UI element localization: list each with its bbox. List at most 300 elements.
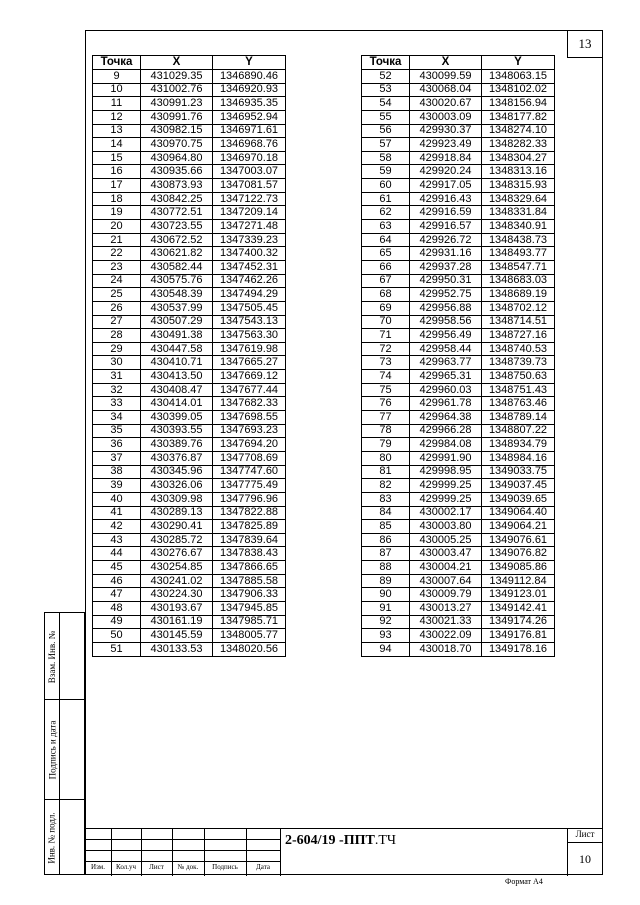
- x-coordinate-cell: 430002.17: [410, 506, 482, 520]
- y-coordinate-cell: 1349064.40: [482, 506, 555, 520]
- point-number-cell: 77: [362, 411, 410, 425]
- y-coordinate-cell: 1348984.16: [482, 451, 555, 465]
- x-coordinate-cell: 430254.85: [141, 561, 213, 575]
- table-row: [362, 206, 555, 220]
- table-header-row: [93, 56, 286, 70]
- point-number-cell: 74: [362, 370, 410, 384]
- x-coordinate-cell: 429937.28: [410, 260, 482, 274]
- x-coordinate-cell: 429961.78: [410, 397, 482, 411]
- table-row: [362, 465, 555, 479]
- table-row: [362, 451, 555, 465]
- side-cell-inv-orig: [44, 800, 85, 875]
- table-row: [93, 547, 286, 561]
- y-coordinate-cell: 1347694.20: [213, 438, 286, 452]
- x-coordinate-cell: 429991.90: [410, 451, 482, 465]
- x-coordinate-cell: 430003.47: [410, 547, 482, 561]
- point-number-cell: 82: [362, 479, 410, 493]
- x-coordinate-cell: 430964.80: [141, 151, 213, 165]
- y-coordinate-cell: 1348714.51: [482, 315, 555, 329]
- header-x: X: [410, 56, 482, 70]
- y-coordinate-cell: 1348282.33: [482, 138, 555, 152]
- side-label-replace-inv: Взам. Инв. №: [47, 630, 57, 684]
- header-izm: Изм.: [91, 863, 105, 871]
- point-number-cell: 60: [362, 179, 410, 193]
- document-code: [285, 833, 396, 849]
- x-coordinate-cell: 430021.33: [410, 615, 482, 629]
- y-coordinate-cell: 1347400.32: [213, 247, 286, 261]
- point-number-cell: 64: [362, 233, 410, 247]
- table-row: [93, 438, 286, 452]
- table-row: [93, 151, 286, 165]
- x-coordinate-cell: 429966.28: [410, 424, 482, 438]
- point-number-cell: 39: [93, 479, 141, 493]
- y-coordinate-cell: 1347619.98: [213, 342, 286, 356]
- y-coordinate-cell: 1348102.02: [482, 83, 555, 97]
- x-coordinate-cell: 429931.16: [410, 247, 482, 261]
- x-coordinate-cell: 431002.76: [141, 83, 213, 97]
- y-coordinate-cell: 1346952.94: [213, 110, 286, 124]
- point-number-cell: 12: [93, 110, 141, 124]
- y-coordinate-cell: 1349176.81: [482, 629, 555, 643]
- table-row: [93, 615, 286, 629]
- y-coordinate-cell: 1348438.73: [482, 233, 555, 247]
- table-row: [93, 520, 286, 534]
- point-number-cell: 49: [93, 615, 141, 629]
- header-data: Дата: [256, 863, 270, 871]
- table-row: [362, 356, 555, 370]
- x-coordinate-cell: 430582.44: [141, 260, 213, 274]
- x-coordinate-cell: 430723.55: [141, 220, 213, 234]
- y-coordinate-cell: 1349076.61: [482, 533, 555, 547]
- table-row: [362, 547, 555, 561]
- document-code-tail: .ТЧ: [374, 833, 396, 848]
- y-coordinate-cell: 1346935.35: [213, 97, 286, 111]
- table-row: [93, 192, 286, 206]
- x-coordinate-cell: 429956.49: [410, 329, 482, 343]
- point-number-cell: 59: [362, 165, 410, 179]
- x-coordinate-cell: 430389.76: [141, 438, 213, 452]
- table-row: [93, 629, 286, 643]
- table-row: [362, 247, 555, 261]
- table-row: [93, 492, 286, 506]
- point-number-cell: 70: [362, 315, 410, 329]
- header-point: Точка: [362, 56, 410, 70]
- y-coordinate-cell: 1347885.58: [213, 574, 286, 588]
- side-label-sign-date: Подпись и дата: [47, 720, 57, 780]
- table-row: [93, 70, 286, 84]
- point-number-cell: 35: [93, 424, 141, 438]
- point-number-cell: 18: [93, 192, 141, 206]
- table-row: [362, 329, 555, 343]
- x-coordinate-cell: 430068.04: [410, 83, 482, 97]
- table-row: [93, 411, 286, 425]
- y-coordinate-cell: 1348547.71: [482, 260, 555, 274]
- table-row: [362, 124, 555, 138]
- table-row: [93, 574, 286, 588]
- x-coordinate-cell: 430672.52: [141, 233, 213, 247]
- y-coordinate-cell: 1346968.76: [213, 138, 286, 152]
- y-coordinate-cell: 1348740.53: [482, 342, 555, 356]
- point-number-cell: 84: [362, 506, 410, 520]
- y-coordinate-cell: 1348702.12: [482, 301, 555, 315]
- table-row: [93, 110, 286, 124]
- x-coordinate-cell: 430013.27: [410, 601, 482, 615]
- y-coordinate-cell: 1348331.84: [482, 206, 555, 220]
- x-coordinate-cell: 429950.31: [410, 274, 482, 288]
- y-coordinate-cell: 1348020.56: [213, 642, 286, 656]
- table-row: [93, 383, 286, 397]
- table-row: [362, 479, 555, 493]
- table-row: [362, 383, 555, 397]
- table-row: [93, 206, 286, 220]
- y-coordinate-cell: 1348727.16: [482, 329, 555, 343]
- point-number-cell: 10: [93, 83, 141, 97]
- y-coordinate-cell: 1349142.41: [482, 601, 555, 615]
- point-number-cell: 91: [362, 601, 410, 615]
- y-coordinate-cell: 1347945.85: [213, 601, 286, 615]
- point-number-cell: 13: [93, 124, 141, 138]
- table-row: [362, 601, 555, 615]
- point-number-cell: 67: [362, 274, 410, 288]
- y-coordinate-cell: 1348739.73: [482, 356, 555, 370]
- y-coordinate-cell: 1347081.57: [213, 179, 286, 193]
- x-coordinate-cell: 430982.15: [141, 124, 213, 138]
- y-coordinate-cell: 1347839.64: [213, 533, 286, 547]
- x-coordinate-cell: 430290.41: [141, 520, 213, 534]
- y-coordinate-cell: 1349037.45: [482, 479, 555, 493]
- table-header-row: [362, 56, 555, 70]
- table-row: [93, 642, 286, 656]
- table-row: [362, 138, 555, 152]
- table-row: [93, 301, 286, 315]
- table-row: [93, 288, 286, 302]
- point-number-cell: 76: [362, 397, 410, 411]
- point-number-cell: 80: [362, 451, 410, 465]
- point-number-cell: 16: [93, 165, 141, 179]
- header-y: Y: [482, 56, 555, 70]
- table-row: [362, 70, 555, 84]
- table-row: [93, 97, 286, 111]
- table-row: [362, 301, 555, 315]
- x-coordinate-cell: 430991.23: [141, 97, 213, 111]
- y-coordinate-cell: 1348005.77: [213, 629, 286, 643]
- y-coordinate-cell: 1348789.14: [482, 411, 555, 425]
- x-coordinate-cell: 430018.70: [410, 642, 482, 656]
- table-row: [93, 138, 286, 152]
- x-coordinate-cell: 429917.05: [410, 179, 482, 193]
- x-coordinate-cell: 430309.98: [141, 492, 213, 506]
- table-row: [362, 260, 555, 274]
- table-row: [93, 329, 286, 343]
- point-number-cell: 14: [93, 138, 141, 152]
- point-number-cell: 94: [362, 642, 410, 656]
- point-number-cell: 30: [93, 356, 141, 370]
- table-row: [362, 151, 555, 165]
- y-coordinate-cell: 1348156.94: [482, 97, 555, 111]
- y-coordinate-cell: 1347822.88: [213, 506, 286, 520]
- point-number-cell: 27: [93, 315, 141, 329]
- y-coordinate-cell: 1347271.48: [213, 220, 286, 234]
- y-coordinate-cell: 1349039.65: [482, 492, 555, 506]
- y-coordinate-cell: 1347122.73: [213, 192, 286, 206]
- x-coordinate-cell: 430289.13: [141, 506, 213, 520]
- point-number-cell: 9: [93, 70, 141, 84]
- x-coordinate-cell: 429918.84: [410, 151, 482, 165]
- y-coordinate-cell: 1347543.13: [213, 315, 286, 329]
- point-number-cell: 38: [93, 465, 141, 479]
- point-number-cell: 32: [93, 383, 141, 397]
- table-row: [362, 397, 555, 411]
- x-coordinate-cell: 430548.39: [141, 288, 213, 302]
- x-coordinate-cell: 430575.76: [141, 274, 213, 288]
- table-row: [93, 179, 286, 193]
- x-coordinate-cell: 430007.64: [410, 574, 482, 588]
- x-coordinate-cell: 430376.87: [141, 451, 213, 465]
- y-coordinate-cell: 1348177.82: [482, 110, 555, 124]
- point-number-cell: 87: [362, 547, 410, 561]
- y-coordinate-cell: 1347985.71: [213, 615, 286, 629]
- x-coordinate-cell: 429998.95: [410, 465, 482, 479]
- point-number-cell: 73: [362, 356, 410, 370]
- point-number-cell: 43: [93, 533, 141, 547]
- point-number-cell: 89: [362, 574, 410, 588]
- point-number-cell: 90: [362, 588, 410, 602]
- x-coordinate-cell: 429916.43: [410, 192, 482, 206]
- point-number-cell: 22: [93, 247, 141, 261]
- x-coordinate-cell: 430414.01: [141, 397, 213, 411]
- table-row: [362, 165, 555, 179]
- point-number-cell: 86: [362, 533, 410, 547]
- header-point: Точка: [93, 56, 141, 70]
- x-coordinate-cell: 430873.93: [141, 179, 213, 193]
- table-row: [362, 315, 555, 329]
- x-coordinate-cell: 430285.72: [141, 533, 213, 547]
- point-number-cell: 41: [93, 506, 141, 520]
- point-number-cell: 29: [93, 342, 141, 356]
- point-number-cell: 75: [362, 383, 410, 397]
- table-row: [93, 260, 286, 274]
- side-label-inv-orig: Инв. № подл.: [47, 811, 57, 864]
- y-coordinate-cell: 1348313.16: [482, 165, 555, 179]
- y-coordinate-cell: 1347462.26: [213, 274, 286, 288]
- y-coordinate-cell: 1347669.12: [213, 370, 286, 384]
- table-row: [93, 165, 286, 179]
- y-coordinate-cell: 1347209.14: [213, 206, 286, 220]
- point-number-cell: 33: [93, 397, 141, 411]
- y-coordinate-cell: 1347838.43: [213, 547, 286, 561]
- table-row: [93, 370, 286, 384]
- y-coordinate-cell: 1349033.75: [482, 465, 555, 479]
- point-number-cell: 36: [93, 438, 141, 452]
- side-cell-replace-inv: [44, 612, 85, 700]
- table-row: [362, 411, 555, 425]
- y-coordinate-cell: 1347796.96: [213, 492, 286, 506]
- x-coordinate-cell: 429916.59: [410, 206, 482, 220]
- point-number-cell: 23: [93, 260, 141, 274]
- y-coordinate-cell: 1346920.93: [213, 83, 286, 97]
- y-coordinate-cell: 1348934.79: [482, 438, 555, 452]
- x-coordinate-cell: 430970.75: [141, 138, 213, 152]
- y-coordinate-cell: 1348751.43: [482, 383, 555, 397]
- table-row: [362, 97, 555, 111]
- table-row: [93, 533, 286, 547]
- point-number-cell: 69: [362, 301, 410, 315]
- table-row: [93, 220, 286, 234]
- y-coordinate-cell: 1348807.22: [482, 424, 555, 438]
- table-row: [362, 629, 555, 643]
- point-number-cell: 83: [362, 492, 410, 506]
- x-coordinate-cell: 429964.38: [410, 411, 482, 425]
- point-number-cell: 24: [93, 274, 141, 288]
- x-coordinate-cell: 430935.66: [141, 165, 213, 179]
- point-number-cell: 66: [362, 260, 410, 274]
- x-coordinate-cell: 430491.38: [141, 329, 213, 343]
- x-coordinate-cell: 430345.96: [141, 465, 213, 479]
- x-coordinate-cell: 430537.99: [141, 301, 213, 315]
- x-coordinate-cell: 430003.09: [410, 110, 482, 124]
- point-number-cell: 17: [93, 179, 141, 193]
- header-list: Лист: [149, 863, 164, 871]
- table-row: [93, 424, 286, 438]
- x-coordinate-cell: 430020.67: [410, 97, 482, 111]
- point-number-cell: 92: [362, 615, 410, 629]
- point-number-cell: 63: [362, 220, 410, 234]
- y-coordinate-cell: 1347563.30: [213, 329, 286, 343]
- point-number-cell: 20: [93, 220, 141, 234]
- point-number-cell: 93: [362, 629, 410, 643]
- point-number-cell: 21: [93, 233, 141, 247]
- y-coordinate-cell: 1346971.61: [213, 124, 286, 138]
- point-number-cell: 52: [362, 70, 410, 84]
- coordinates-table-right: [361, 55, 555, 657]
- x-coordinate-cell: 430842.25: [141, 192, 213, 206]
- point-number-cell: 26: [93, 301, 141, 315]
- point-number-cell: 79: [362, 438, 410, 452]
- y-coordinate-cell: 1347003.07: [213, 165, 286, 179]
- point-number-cell: 44: [93, 547, 141, 561]
- point-number-cell: 78: [362, 424, 410, 438]
- point-number-cell: 45: [93, 561, 141, 575]
- table-row: [93, 315, 286, 329]
- point-number-cell: 47: [93, 588, 141, 602]
- point-number-cell: 48: [93, 601, 141, 615]
- point-number-cell: 34: [93, 411, 141, 425]
- point-number-cell: 46: [93, 574, 141, 588]
- table-row: [93, 247, 286, 261]
- table-row: [93, 588, 286, 602]
- point-number-cell: 65: [362, 247, 410, 261]
- point-number-cell: 61: [362, 192, 410, 206]
- table-row: [362, 342, 555, 356]
- x-coordinate-cell: 430003.80: [410, 520, 482, 534]
- point-number-cell: 71: [362, 329, 410, 343]
- table-row: [362, 588, 555, 602]
- y-coordinate-cell: 1347452.31: [213, 260, 286, 274]
- point-number-cell: 50: [93, 629, 141, 643]
- sheet-label: Лист: [575, 829, 595, 839]
- x-coordinate-cell: 429960.03: [410, 383, 482, 397]
- y-coordinate-cell: 1348763.46: [482, 397, 555, 411]
- x-coordinate-cell: 429916.57: [410, 220, 482, 234]
- x-coordinate-cell: 430447.58: [141, 342, 213, 356]
- x-coordinate-cell: 430099.59: [410, 70, 482, 84]
- table-row: [362, 615, 555, 629]
- table-row: [362, 492, 555, 506]
- table-row: [362, 288, 555, 302]
- table-row: [362, 574, 555, 588]
- point-number-cell: 58: [362, 151, 410, 165]
- point-number-cell: 68: [362, 288, 410, 302]
- y-coordinate-cell: 1348689.19: [482, 288, 555, 302]
- sheet-number: 10: [579, 852, 591, 866]
- y-coordinate-cell: 1347906.33: [213, 588, 286, 602]
- x-coordinate-cell: 430621.82: [141, 247, 213, 261]
- x-coordinate-cell: 429923.49: [410, 138, 482, 152]
- table-row: [362, 561, 555, 575]
- x-coordinate-cell: 430410.71: [141, 356, 213, 370]
- x-coordinate-cell: 429958.56: [410, 315, 482, 329]
- x-coordinate-cell: 430004.21: [410, 561, 482, 575]
- x-coordinate-cell: 430241.02: [141, 574, 213, 588]
- y-coordinate-cell: 1347708.69: [213, 451, 286, 465]
- y-coordinate-cell: 1347505.45: [213, 301, 286, 315]
- y-coordinate-cell: 1347682.33: [213, 397, 286, 411]
- y-coordinate-cell: 1348063.15: [482, 70, 555, 84]
- x-coordinate-cell: 430133.53: [141, 642, 213, 656]
- header-x: X: [141, 56, 213, 70]
- x-coordinate-cell: 430276.67: [141, 547, 213, 561]
- y-coordinate-cell: 1348683.03: [482, 274, 555, 288]
- y-coordinate-cell: 1347693.23: [213, 424, 286, 438]
- x-coordinate-cell: 430507.29: [141, 315, 213, 329]
- table-row: [362, 83, 555, 97]
- table-row: [362, 370, 555, 384]
- header-n-dok: № док.: [177, 863, 199, 871]
- table-row: [362, 438, 555, 452]
- y-coordinate-cell: 1347339.23: [213, 233, 286, 247]
- table-row: [362, 520, 555, 534]
- page-number-top: 13: [567, 30, 603, 58]
- x-coordinate-cell: 429926.72: [410, 233, 482, 247]
- y-coordinate-cell: 1347775.49: [213, 479, 286, 493]
- x-coordinate-cell: 429930.37: [410, 124, 482, 138]
- table-row: [93, 124, 286, 138]
- point-number-cell: 15: [93, 151, 141, 165]
- y-coordinate-cell: 1349178.16: [482, 642, 555, 656]
- y-coordinate-cell: 1347825.89: [213, 520, 286, 534]
- x-coordinate-cell: 429999.25: [410, 492, 482, 506]
- point-number-cell: 51: [93, 642, 141, 656]
- table-row: [93, 342, 286, 356]
- table-row: [362, 233, 555, 247]
- table-row: [362, 220, 555, 234]
- y-coordinate-cell: 1348750.63: [482, 370, 555, 384]
- x-coordinate-cell: 430991.76: [141, 110, 213, 124]
- table-row: [93, 83, 286, 97]
- table-row: [362, 533, 555, 547]
- y-coordinate-cell: 1348329.64: [482, 192, 555, 206]
- point-number-cell: 11: [93, 97, 141, 111]
- y-coordinate-cell: 1348304.27: [482, 151, 555, 165]
- table-row: [93, 601, 286, 615]
- x-coordinate-cell: 429956.88: [410, 301, 482, 315]
- point-number-cell: 28: [93, 329, 141, 343]
- point-number-cell: 54: [362, 97, 410, 111]
- x-coordinate-cell: 429963.77: [410, 356, 482, 370]
- point-number-cell: 56: [362, 124, 410, 138]
- y-coordinate-cell: 1349085.86: [482, 561, 555, 575]
- y-coordinate-cell: 1346970.18: [213, 151, 286, 165]
